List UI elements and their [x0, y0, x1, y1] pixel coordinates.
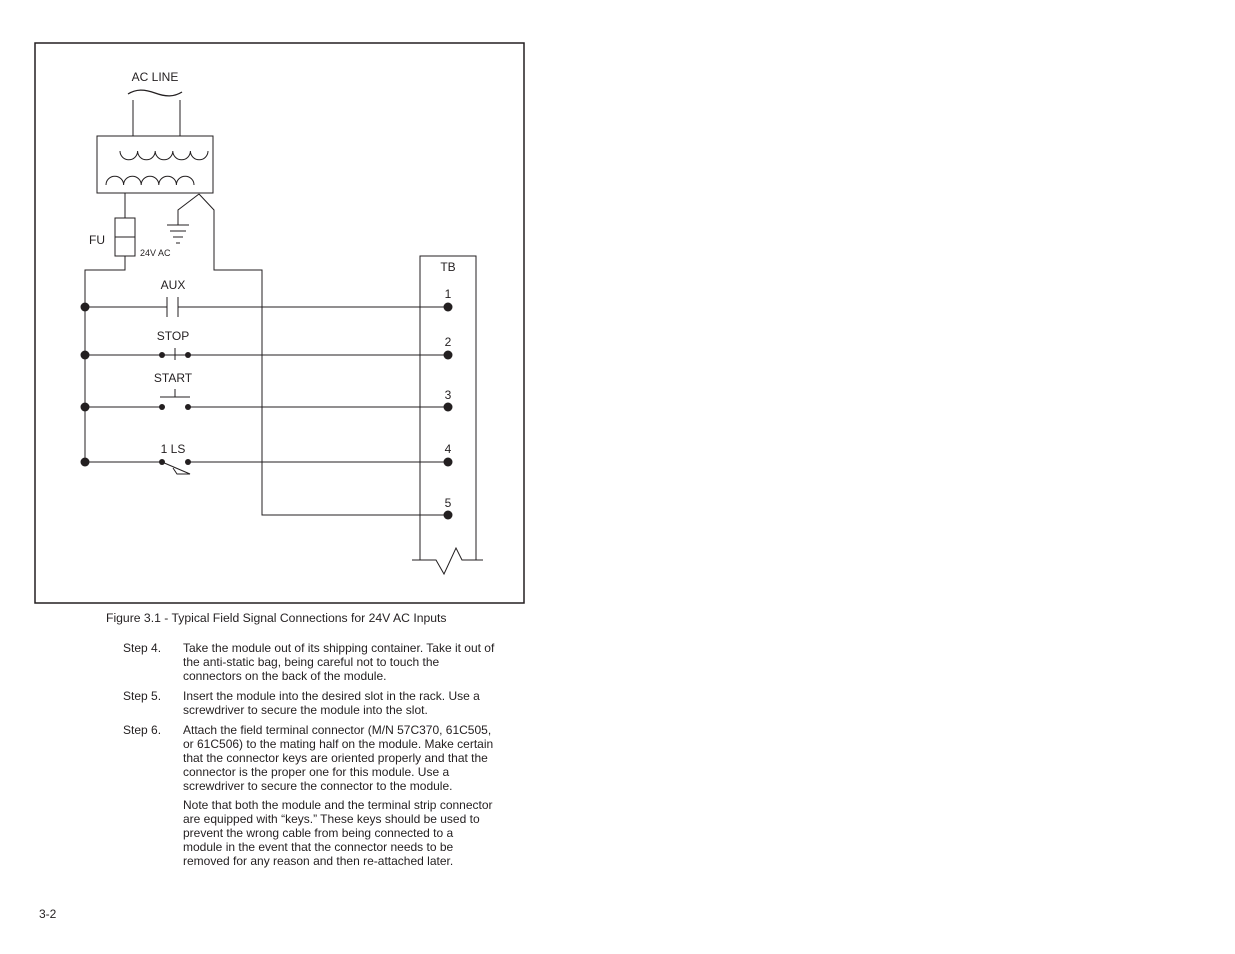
junction-dot [81, 303, 90, 312]
page-number: 3-2 [39, 907, 57, 921]
terminal-3-dot [444, 403, 453, 412]
step-line: screwdriver to secure the connector to the module. [183, 779, 453, 793]
step-line: Insert the module into the desired slot in the rack. Use a [183, 689, 480, 703]
ac-line-label: AC LINE [131, 70, 179, 84]
ground-icon [167, 194, 199, 243]
stop-contact-right [185, 352, 191, 358]
note-line: removed for any reason and then re-attached later. [183, 854, 454, 868]
step-line: that the connector keys are oriented properly and that the [183, 751, 488, 765]
terminal-4-dot [444, 458, 453, 467]
start-contact-right [185, 404, 191, 410]
fuse-label: FU [89, 233, 105, 247]
secondary-winding [106, 176, 194, 185]
terminal-block-label: TB [440, 260, 456, 274]
note-line: prevent the wrong cable from being connected to a [183, 826, 454, 840]
terminal-5-dot [444, 511, 453, 520]
step-label: Step 5. [123, 689, 162, 703]
keys-note [183, 798, 518, 868]
ls-contact-left [159, 459, 165, 465]
ls-contact-right [185, 459, 191, 465]
step-label: Step 6. [123, 723, 162, 737]
note-line: Note that both the module and the terminal strip connector [183, 798, 493, 812]
note-line: are equipped with “keys.” These keys should be used to [183, 812, 480, 826]
transformer [97, 136, 213, 193]
ac-line-tilde-icon [128, 90, 182, 96]
terminal-3-label: 3 [444, 388, 452, 402]
step-line: connectors on the back of the module. [183, 669, 387, 683]
note-line: module in the event that the connector needs to be [183, 840, 454, 854]
aux-label: AUX [160, 278, 186, 292]
figure-caption: Figure 3.1 - Typical Field Signal Connections for 24V AC Inputs [106, 611, 447, 625]
supply-wire-left [85, 256, 125, 462]
voltage-label: 24V AC [140, 248, 171, 258]
junction-dot [81, 403, 90, 412]
terminal-1-label: 1 [444, 287, 452, 301]
rung-stop [81, 348, 453, 360]
start-label: START [153, 371, 193, 385]
step-text [183, 723, 518, 793]
stop-label: STOP [156, 329, 190, 343]
terminal-2-label: 2 [444, 335, 452, 349]
terminal-5-label: 5 [444, 496, 452, 510]
rung-aux [81, 297, 453, 317]
primary-winding [120, 151, 208, 160]
rung-limit-switch [81, 458, 453, 475]
step-text [183, 689, 518, 717]
terminal-4-label: 4 [444, 442, 452, 456]
limit-switch-label: 1 LS [160, 442, 186, 456]
start-contact-left [159, 404, 165, 410]
step-line: or 61C506) to the mating half on the module. Make certain [183, 737, 494, 751]
terminal-block-break [412, 548, 483, 574]
step-line: Take the module out of its shipping container. Take it out of [183, 641, 495, 655]
step-line: screwdriver to secure the module into the slot. [183, 703, 428, 717]
step-line: connector is the proper one for this module. Use a [183, 765, 450, 779]
step-line: Attach the field terminal connector (M/N 57C370, 61C505, [183, 723, 492, 737]
step-line: the anti-static bag, being careful not to touch the [183, 655, 440, 669]
step-label: Step 4. [123, 641, 162, 655]
terminal-1-dot [444, 303, 453, 312]
junction-dot [81, 458, 90, 467]
rung-start [81, 389, 453, 412]
step-text [183, 641, 518, 683]
junction-dot [81, 351, 90, 360]
terminal-2-dot [444, 351, 453, 360]
figure-frame [35, 43, 524, 603]
stop-contact-left [159, 352, 165, 358]
